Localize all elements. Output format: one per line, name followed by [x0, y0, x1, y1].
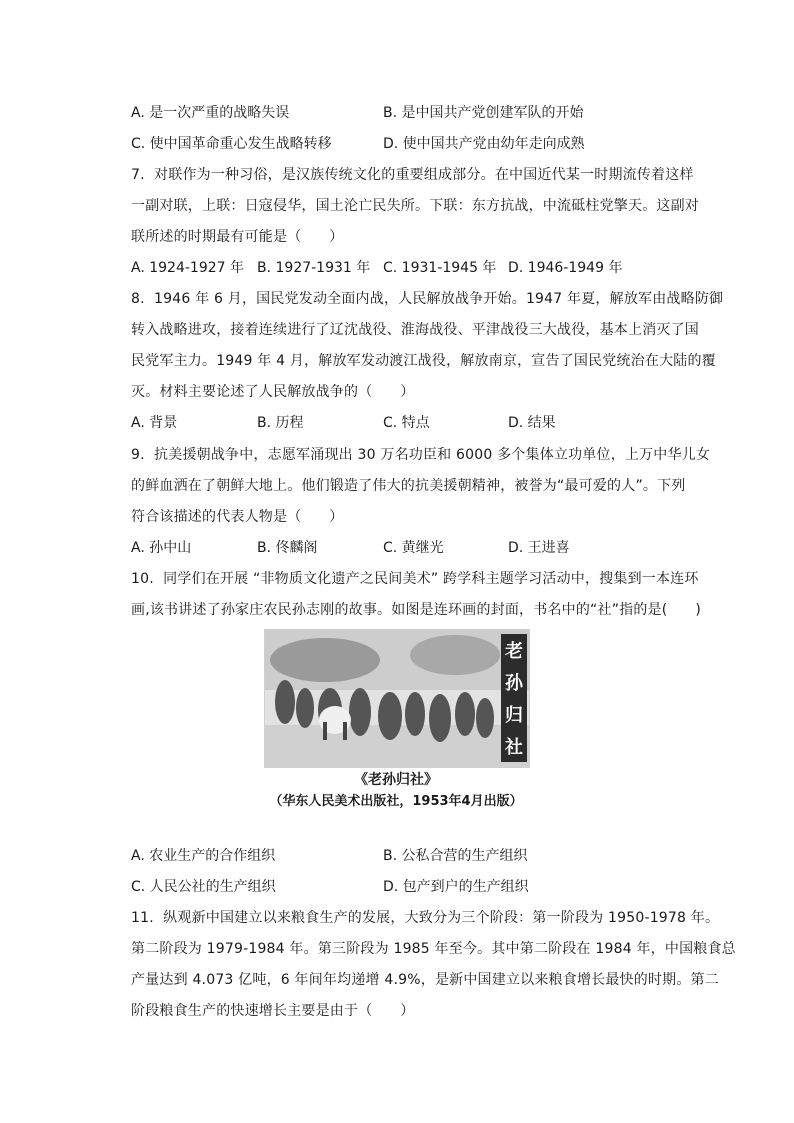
q7-option-c: C. 1931-1945 年: [383, 260, 497, 276]
cover-title-char: 归: [505, 705, 523, 726]
q7-option-d: D. 1946-1949 年: [508, 260, 623, 276]
q11-line-2: 第二阶段为 1979-1984 年。第三阶段为 1985 年至今。其中第二阶段在 1984 年，中国粮食总: [131, 941, 736, 957]
q10-option-a: A. 农业生产的合作组织: [131, 848, 276, 864]
comic-cover-image: [264, 629, 530, 768]
q10-line-1: 10. 同学们在开展 “非物质文化遗产之民间美术” 跨学科主题学习活动中，搜集到一本连环: [131, 571, 699, 587]
q10-line-2: 画,该书讲述了孙家庄农民孙志刚的故事。如图是连环画的封面，书名中的“社”指的是( ): [131, 602, 701, 618]
figure-caption-title: 《老孙归社》: [354, 772, 438, 788]
q9-option-a: A. 孙中山: [131, 540, 192, 556]
q9-option-c: C. 黄继光: [383, 540, 444, 556]
q11-line-4: 阶段粮食生产的快速增长主要是由于（ ）: [131, 1003, 415, 1019]
cover-title-char: 老: [505, 641, 523, 662]
cover-title-char: 孙: [505, 673, 523, 694]
q8-option-d: D. 结果: [508, 415, 556, 431]
q9-option-b: B. 佟麟阁: [257, 540, 318, 556]
q9-option-d: D. 王进喜: [508, 540, 570, 556]
q10-option-d: D. 包产到户的生产组织: [383, 879, 529, 895]
q8-option-b: B. 历程: [257, 415, 304, 431]
q11-line-1: 11. 纵观新中国建立以来粮食生产的发展，大致分为三个阶段：第一阶段为 1950-1978 年。: [131, 910, 720, 926]
q11-line-3: 产量达到 4.073 亿吨，6 年间年均递增 4.9%，是新中国建立以来粮食增长最快的时期。第二: [131, 972, 719, 988]
q6-option-c: C. 使中国革命重心发生战略转移: [131, 136, 332, 152]
cover-vertical-title: [501, 634, 527, 762]
cover-illustration: [265, 630, 529, 767]
q9-line-3: 符合该描述的代表人物是（ ）: [131, 509, 344, 525]
q8-option-a: A. 背景: [131, 415, 178, 431]
q7-line-2: 一副对联，上联：日寇侵华，国土沦亡民失所。下联：东方抗战，中流砥柱党擎天。这副对: [131, 198, 699, 214]
q8-option-c: C. 特点: [383, 415, 430, 431]
q7-option-b: B. 1927-1931 年: [257, 260, 371, 276]
cover-title-char: 社: [505, 737, 523, 758]
q6-option-a: A. 是一次严重的战略失误: [131, 105, 290, 121]
q8-line-3: 民党军主力。1949 年 4 月，解放军发动渡江战役，解放南京，宣告了国民党统治在大陆的覆: [131, 353, 716, 369]
figure-caption-subtitle: （华东人民美术出版社，1953年4月出版）: [269, 794, 523, 809]
q7-line-3: 联所述的时期最有可能是（ ）: [131, 229, 344, 245]
q6-option-d: D. 使中国共产党由幼年走向成熟: [383, 136, 585, 152]
q10-option-c: C. 人民公社的生产组织: [131, 879, 276, 895]
q8-line-2: 转入战略进攻，接着连续进行了辽沈战役、淮海战役、平津战役三大战役，基本上消灭了国: [131, 322, 699, 338]
q10-option-b: B. 公私合营的生产组织: [383, 848, 528, 864]
q7-line-1: 7. 对联作为一种习俗，是汉族传统文化的重要组成部分。在中国近代某一时期流传着这样: [131, 167, 694, 183]
q9-line-1: 9. 抗美援朝战争中，志愿军涌现出 30 万名功臣和 6000 多个集体立功单位，上万中华儿女: [131, 447, 711, 463]
q9-line-2: 的鲜血洒在了朝鲜大地上。他们锻造了伟大的抗美援朝精神，被誉为“最可爱的人”。下列: [131, 478, 686, 494]
q8-line-4: 灭。材料主要论述了人民解放战争的（ ）: [131, 384, 415, 400]
q6-option-b: B. 是中国共产党创建军队的开始: [383, 105, 584, 121]
q8-line-1: 8. 1946 年 6 月，国民党发动全面内战，人民解放战争开始。1947 年夏，解放军由战略防御: [131, 291, 724, 307]
q7-option-a: A. 1924-1927 年: [131, 260, 244, 276]
